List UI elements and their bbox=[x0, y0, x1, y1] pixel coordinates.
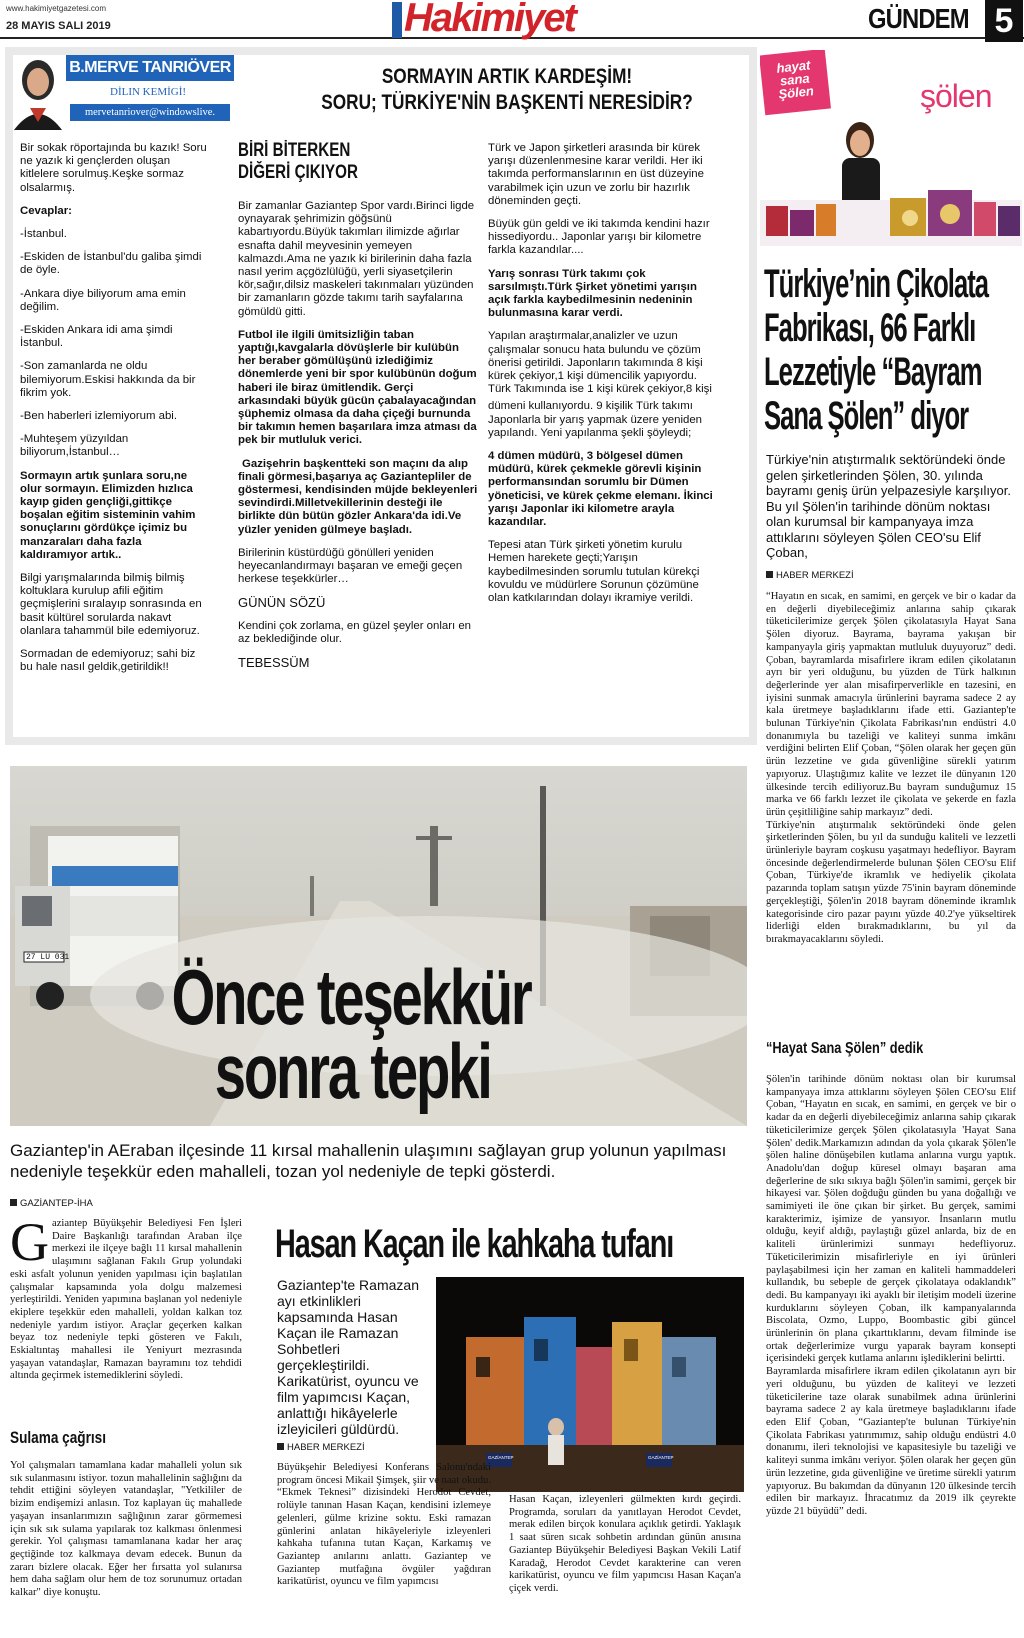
solen-body3-p: Bayramlarda misafirlere ikram edilen çikolatanın ayrı bir yeri olduğunu, bu yüzden de kaliteyi ve lezzeti tüketicilerine taze olarak sunabilmek adına ürünlerini bayrama sadece 2 ay kala üretmeye başladıklarını ifade eden Elif Çoban, “Gaziantep'te bulunan Türkiye'nin Çikolata Fabrikası yatırımımız, sahip olduğu endüstri 4.0 donanımı, ileri teknolojisi ve kapasitesiyle bu tazeliği ve kaliteyi sunma imkânı veriyor. Şölen olarak her geçen gün ürün lezzetine, gıda güvenliğine ve üretime sürekli yatırım yapıyoruz. Bu bakımdan da dünyanın 120 ülkesinde tercih edilen bir markayız. İhracatımız da 2019 ilk çeyrekte yüzde 21 büyüdü” dedi. bbox=[766, 1366, 1016, 1517]
ad-badge bbox=[760, 50, 831, 115]
opinion-column-2 bbox=[238, 200, 478, 679]
opinion-p: -Muhteşem yüzyıldan biliyorum,İstanbul… bbox=[20, 433, 129, 459]
road-body-2: Yol çalışmaları tamamlana kadar mahalleli yolun sık sık sulanmasını istiyor. tozun mahallelinin sağlığını da tehdit ettiğini söyleyen vatandaşlar, "Yetkililer de bizim endişemizi anlasın. Toz kaplayan üç mahallede yaşayan insanlarımızın sağlığının zarar görmemesi için sık sık sulama yapılarak toz kalkması önlenmesi gerekir. Yol çalışması tamamlanana kadar her araç geçtiğinde toz kalkmaya devam edecek. Bunun da zararı bizlere olacak. Eğer her fırsatta yol sulanırsa hem daha sağlam olur hem de toz sorunumuz ortadan kalkar" diye konuştu. bbox=[10, 1460, 242, 1599]
opinion-column-1 bbox=[20, 142, 210, 685]
hasan-body-left: Büyükşehir Belediyesi Konferans Salonu'ndaki program öncesi Mikail Şimşek, şiir ve naat okudu. “Ekmek Teknesi” dizisindeki Herodot Cevdet, rolüyle tanınan Hasan Kaçan, kendisini izlemeye gelenleri, gülme krizine soktu. Eski ramazan günlerini anlatan hikâyeleriyle izleyenleri kahkaha tufanına tutan Kaçan, Karkamış ve Gaziantep anılarını anlattı. Gaziantep ve Gaziantep mutfağına övgüler yağdıran karikatürist, oyuncu ve film yapımcısı bbox=[277, 1462, 491, 1588]
stage-photo bbox=[436, 1277, 744, 1492]
ad-badge-line3: Şölen bbox=[777, 83, 815, 102]
columnist-name-bar bbox=[66, 55, 234, 81]
opinion-p: Sormayın artık şunlara soru,ne olur sormayın. Elimizden hızlıca kayıp giden gençliği,gittikçe boşalan eğitim sisteminin vahim sonuçlarını gördükçe içimiz bu manzaraları daha fazla kaldıramıyor artık.. bbox=[20, 469, 196, 561]
opinion-quote-label: GÜNÜN SÖZÜ bbox=[238, 595, 326, 611]
opinion-subhead-line1: BİRİ BİTERKEN bbox=[238, 140, 351, 161]
solen-body2-p: Şölen'in tarihinde dönüm noktası olan bir kurumsal kampanyaya imza attıklarını söyleyen Şölen CEO'su Elif Çoban, “Hayatın en sıcak, en samimi, en gerçek ve bir o kadar da en değerli diyebileceğimiz anlarına sahip çıkarak tüketicilerimize gerçek Şölen çikolatasıyla 'Hayat Sana Şölen' dedik.Markamızın adından da yola çıkarak Şölen'le şölen haline dönüşebilen kutlama anlarına vurgu yaptık. Anadolu'dan doğup küresel olmayı başaran ama değerlerine de sıkı sıkıya bağlı Şölen'in samimi, gerçek bir hikayesi var. Şölen doğduğu günden bu yana doğallığı ve samimiyeti ile öne çıkan bir şirket. Bu gerçek, samimi karakterimiz, işimize de yansıyor. İnsanların mutlu olduğu, keyif aldığı, paylaştığı güzel anlarda, biz de en kaliteli ürünlerimizi sunmayı hedefliyoruz. Tüketicilerimizin misafirleriyle en iyi ürünleri paylaşabilmesi için her zaman en kaliteli hammaddeleri kullandık, bu sebeple de gerçek çikolataya odaklandık” dedi. Bu kampanyayı iki ayaklı bir iletişim modeli üzerine kurduklarını söyleyen Çoban, ilk kampanyalarında Biscolata, Ozmo, Luppo, Boombastic gibi güncel ürünlerinin ön plana çıkarttıklarını, devam filminde ise ortak değerlerimize vurgu yaparak bayram konsepti içerisindeki gerçek kutlama anlarını işlediklerini belirtti. bbox=[766, 1074, 1016, 1365]
stage-sign-left: GAZİANTEP bbox=[488, 1455, 514, 1460]
opinion-subhead bbox=[238, 140, 388, 184]
opinion-p: Türk ve Japon şirketleri arasında bir kürek yarışı düzenlenmesine karar verildi. Her iki takımda performanslarının en üst düzeyine varabilmek için uzun ve zorlu bir hazırlık döneminden geçti. bbox=[488, 142, 704, 207]
newspaper-logo[interactable]: Hakimiyet bbox=[404, 0, 575, 40]
opinion-p: Futbol ile ilgili ümitsizliğin taban yaptığı,kavgalarla dövüşlerle bir kulübün her beraber gömülüşünü izlediğimiz dönemlerde yeni bir spor kulübünün doğum haberi ile biraz ümitlendik. Gerçi arkasındaki büyük gücün çabalayacağından şüphemiz olmasa da daha çiçeği burnunda bir takımın hemen başarılara imza atması da pek bir mutluluk verici. bbox=[238, 328, 477, 447]
opinion-p: Bilgi yarışmalarında bilmiş bilmiş koltuklara kurulup afili eğitim geçmişlerini sıralayıp sonrasında en basit kültürel sorularda nakavt olanlara tahammül bile edemiyoruz. bbox=[20, 572, 202, 637]
solen-body-p2: Türkiye'nin atıştırmalık sektöründeki önde gelen şirketlerinden Şölen, bu yıl da sunduğu kaliteli ve lezzetli ürünleriyle bayram coşkusu yaşatmayı hedefliyor. Bayram öncesinde değerlendirmelerde bulunan Şölen CEO'su Elif Çoban, Türkiye'de ikramlık ve hediyelik çikolata pazarında toplam satışın yüzde 75'inin bayram döneminde gerçekleştiği, Şölen'in 2018 bayram döneminde ikramlık kategorisinde ciro pazar payını yüzde 40.2'ye yükseltirek liderliği elden bırakmadıklarını, bu yıl da bırakmayacaklarını söyledi. bbox=[766, 819, 1016, 945]
road-subtitle: Gaziantep'in AEraban ilçesinde 11 kırsal mahallenin ulaşımını sağlayan grup yolunun yapılması nedeniyle teşekkür eden mahalleli, tozan yol nedeniyle de tepki gösterdi. bbox=[10, 1141, 727, 1181]
opinion-p: Gazişehrin başkentteki son maçını da alıp finali görmesi,başarıya aç Gaziantepliler de göstermesi, kendisinden müjde bekleyenleri sevindirdi.Milletvekillerinin desteği ile birlikte dün bütün gözler Ankara'da idi.Ve yüzler yeniden gülmeye başladı. bbox=[238, 457, 478, 536]
opinion-p: dümeni kullanıyordu. 9 kişilik Türk takımı Japonlarla bir yarış yapmak üzere yeniden yapılandı. Yeni yapılanma şekli şöyleydi; bbox=[488, 400, 703, 439]
solen-headline: Türkiye’nin Çikolata Fabrikası, 66 Farklı Lezzetiyle “Bayram Sana Şölen” diyor bbox=[764, 262, 989, 438]
ad-badge-line2: sana bbox=[779, 70, 811, 89]
opinion-p: Yarış sonrası Türk takımı çok sarsılmıştı.Türk Şirket yönetimi yarışın açık farkla kaybedilmesinin nedeninin bulunmasına karar verdi. bbox=[488, 267, 697, 320]
solen-ad[interactable] bbox=[760, 50, 1022, 246]
column-name: DİLIN KEMİGİ! bbox=[110, 86, 187, 98]
ad-image bbox=[760, 110, 1022, 246]
road-headline bbox=[150, 953, 750, 1115]
columnist-email[interactable]: mervetanriover@windowslive. bbox=[84, 107, 216, 118]
road-body-text: aziantep Büyükşehir Belediyesi Fen İşleri Daire Başkanlığı tarafından Araban ilçe merkezi ile ilçeye bağlı 11 kırsal mahallenin ulaşımını sağlanan Fakılı Grup yolundaki eski asfalt yolunun yeniden yapılması için başlatılan çalışmalar kapsamında yola dolgu malzemesi yerleştirildi. Yeniden yapımına başlanan yol nedeniyle ekiplere teşekkür eden mahalleli, yoldan kalkan toz nedeniyle yardım istiyor. Araçlar geçerken kalkan beyaz toz nedeniyle tepki gösteren ve Fakılı, Eskialtıntaş mahallesi ile Yeniyurt mezrasında yaşayan vatandaşlar, Ramazan bayramını toz tehdidi altında geçirmek istemediklerini söyledi. bbox=[10, 1218, 242, 1382]
opinion-column-3 bbox=[488, 142, 720, 615]
ad-brand: şölen bbox=[920, 78, 992, 114]
opinion-p: 4 dümen müdürü, 3 bölgesel dümen müdürü, kürek çekmekle görevli kişinin performansından sorumlu bir Dümen yöneticisi, ve kürek çekme elemanı. İkinci yarışı Japonlar iki kilometre arayla kazandılar. bbox=[488, 450, 713, 529]
opinion-headline bbox=[262, 64, 752, 116]
solen-lead: Türkiye'nin atıştırmalık sektöründeki önde gelen şirketlerinden Şölen, 30. yılında bayramı geniş ürün yelpazesiyle karşılıyor. Bu yıl Şölen'in tarihinde dönüm noktası olan kurumsal bir kampanyaya imza attıklarını söyleyen Şölen CEO'su Elif Çoban, bbox=[766, 452, 1011, 560]
solen-byline: HABER MERKEZİ bbox=[766, 570, 854, 581]
columnist-name: B.MERVE TANRIÖVER bbox=[69, 59, 231, 76]
hasan-lead: Gaziantep'te Ramazan ayı etkinlikleri kapsamında Hasan Kaçan ile Ramazan Sohbetleri gerçekleştirildi. Karikatürist, oyuncu ve film yapımcısı Kaçan, anlattığı hikâyelerle izleyicileri güldürdü. bbox=[277, 1277, 419, 1437]
columnist-photo bbox=[8, 50, 53, 130]
solen-body-p1: “Hayatın en sıcak, en samimi, en gerçek ve bir o kadar da en değerli diyebileceğimiz anlarına sahip çıkarak tüketicilerimize gerçek Şölen çikolatasıyla Hayat Sana Şölen diyoruz. Bayrama, bayrama yakışan bir kampanyayla giriş yapmaktan mutluluk duyuyoruz” dedi. Çoban, bayramlarda misafirlere ikram edilen çikolatanın ayrı bir yeri olduğunu, bu yüzden de Türk halkının değerlerinde yer alan misafirperverlikle en tazesini, en iyisini sunmak amacıyla ürünlerini bayrama sadece 2 ay kala üretmeye başladıklarını ifade etti. Gaziantep'te bulunan Türkiye'nin Çikolata Fabrikası'nın endüstri 4.0 donanımıyla bu tazeliği ve kaliteyi sunma imkânı verdiğini belirten Elif Çoban, “Şölen olarak her geçen gün ürün lezzetine ve gıda güvenliğine sürekli yatırım yapıyoruz. Ulaştığımız kalite ve lezzet ile dünyanın 120 ülkesinde tercih ediliyoruz.Bu bayram sunduğumuz 15 marka ve 66 farklı lezzet ile çikolata ve şekerde en fazla ürün çeşitliliğine sahip markayız” dedi. bbox=[766, 591, 1016, 818]
stage-sign-right: GAZİANTEP bbox=[648, 1455, 674, 1460]
road-body bbox=[10, 1212, 242, 1383]
solen-subhead: “Hayat Sana Şölen” dedik bbox=[766, 1040, 924, 1057]
opinion-p: Yapılan araştırmalar,analizler ve uzun çalışmalar sonucu hata bulundu ve çözüm önerisi getirildi. Japonların takımında 8 kişi kürek çekiyor,1 kişi dümencilik yapıyordu. Türk Takımında ise 1 kişi kürek çekiyor,8 kişi bbox=[488, 330, 712, 396]
section-title: GÜNDEM bbox=[868, 3, 969, 34]
opinion-p: Kendini çok zorlama, en güzel şeyler onları en az beklediğinde olur. bbox=[238, 619, 472, 645]
issue-date: 28 MAYIS SALI 2019 bbox=[6, 20, 111, 32]
opinion-p: -Eskiden Ankara idi ama şimdi İstanbul. bbox=[20, 324, 173, 350]
logo-bar bbox=[392, 2, 402, 38]
hasan-byline: HABER MERKEZİ bbox=[277, 1442, 365, 1453]
opinion-p: Bir sokak röportajında bu kazık! Soru ne yazık ki gençlerden oluşan kitlelere sorulmuş.Keşke sormaz olsalarmış. bbox=[20, 142, 207, 194]
solen-body-2 bbox=[766, 1074, 1016, 1519]
road-byline: GAZİANTEP-İHA bbox=[10, 1198, 93, 1209]
opinion-smile-label: TEBESSÜM bbox=[238, 655, 310, 671]
website-url[interactable]: www.hakimiyetgazetesi.com bbox=[6, 4, 107, 13]
opinion-p: Bir zamanlar Gaziantep Spor vardı.Birinci ligde oynayarak şehrimizin göğsünü kabartıyordu.Büyük takımları ilimizde ağırlar esnafta dahil meyvesinin yemeyen kalmazdı.Ama ne yazık ki birilerinin daha fazla nasıl yerim açgözlülüğü, yerli siyasetçilerin kör,sağır,dilsiz maskeleri takınmaları yüzünden bir zamanların gözde takımı tarih sayfalarına gömüldü gitti. bbox=[238, 200, 475, 318]
opinion-p: -İstanbul. bbox=[20, 228, 67, 241]
opinion-headline-line2: SORU; TÜRKİYE'NİN BAŞKENTİ NERESİDİR? bbox=[321, 91, 693, 114]
opinion-p: Tepesi atan Türk şirketi yönetim kurulu Hemen harekete geçti;Yarışın kaybedilmesinden sorumlu tutulan kürekçi kovuldu ve müdürlere Sorunun çözümüne olan katkılarından dolayı ikramiye verildi. bbox=[488, 539, 700, 605]
ad-badge-line1: hayat bbox=[775, 57, 812, 76]
opinion-p: -Son zamanlarda ne oldu bilemiyorum.Eskisi hakkında da bir fikrim yok. bbox=[20, 360, 196, 399]
road-headline-line1: Önce teşekkür bbox=[171, 953, 531, 1041]
road-subhead: Sulama çağrısı bbox=[10, 1428, 107, 1447]
road-headline-line2: sonra tepki bbox=[214, 1027, 491, 1115]
opinion-p: -Ben haberleri izlemiyorum abi. bbox=[20, 410, 177, 423]
columnist-email-bar bbox=[70, 104, 230, 121]
road-dropcap: G bbox=[10, 1212, 49, 1272]
opinion-p: Büyük gün geldi ve iki takımda kendini hazır hissediyordu.. Japonlar yarışı bir kilometre farkla kazandılar.... bbox=[488, 218, 710, 257]
hasan-headline: Hasan Kaçan ile kahkaha tufanı bbox=[275, 1222, 674, 1266]
page-number: 5 bbox=[985, 0, 1023, 42]
opinion-p: -Eskiden de İstanbul'du galiba şimdi de öyle. bbox=[20, 251, 202, 277]
opinion-subhead-line2: DİĞERİ ÇIKIYOR bbox=[238, 162, 358, 183]
opinion-p: Cevaplar: bbox=[20, 204, 72, 217]
truck-plate: 27 LU 031 bbox=[26, 953, 70, 962]
opinion-p: Birilerinin küstürdüğü gönülleri yeniden heyecanlandırmayı başaran ve emeği geçen herkese teşekkürler… bbox=[238, 546, 463, 586]
solen-body bbox=[766, 591, 1016, 947]
opinion-headline-line1: SORMAYIN ARTIK KARDEŞİM! bbox=[381, 65, 633, 88]
opinion-p: Sormadan de edemiyoruz; sahi biz bu hale nasıl geldik,getirildik!! bbox=[20, 648, 196, 674]
opinion-p: -Ankara diye biliyorum ama emin değilim. bbox=[20, 287, 186, 313]
hasan-body-right: Hasan Kaçan, izleyenleri gülmekten kırdı geçirdi. Programda, soruları da yanıtlayan Herodot Cevdet, merak edilen birçok konulara açıklık getirdi. Yaklaşık 1 saat süren sıcak sohbetin ardından günün anısına Gaziantep Büyükşehir Belediyesi Başkan Vekili Latif Karadağ, Herodot Cevdet karakterine can veren karikatürist, oyuncu ve film yapımcısı Hasan Kaçan'a çiçek verdi. bbox=[509, 1494, 741, 1594]
